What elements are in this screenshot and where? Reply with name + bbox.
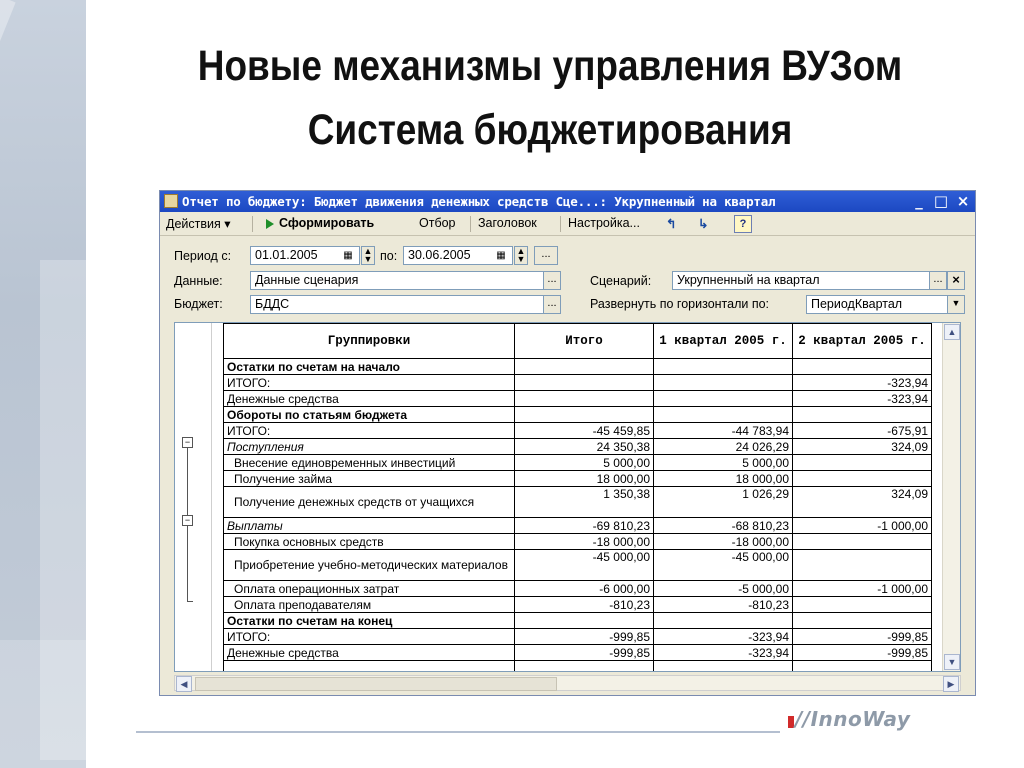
calendar-icon[interactable]: ▦ (496, 250, 506, 261)
toolbar-separator (560, 216, 561, 232)
row-name: ИТОГО: (224, 375, 515, 391)
row-total: -45 459,85 (515, 423, 654, 439)
data-field[interactable]: Данные сценария (250, 271, 544, 290)
row-q1: -5 000,00 (654, 581, 793, 597)
scenario-label: Сценарий: (590, 274, 652, 288)
header-q1: 1 квартал 2005 г. (654, 324, 793, 359)
row-q1: -44 783,94 (654, 423, 793, 439)
side-band-stripe (0, 640, 86, 768)
redo-icon[interactable]: ↳ (698, 217, 709, 231)
dropdown-arrow-icon[interactable]: ▼ (947, 295, 965, 314)
row-q1: -68 810,23 (654, 518, 793, 534)
row-q1: 5 000,00 (654, 455, 793, 471)
row-total: -45 000,00 (515, 550, 654, 581)
period-select-button[interactable]: ... (534, 246, 558, 265)
header-total: Итого (515, 324, 654, 359)
window-title: Отчет по бюджету: Бюджет движения денежных средств Сце...: Укрупненный на квартал (182, 194, 776, 209)
table-row[interactable] (224, 359, 932, 375)
row-total: -999,85 (515, 645, 654, 661)
data-select-button[interactable]: ... (543, 271, 561, 290)
row-q2 (793, 471, 932, 487)
row-q1 (654, 391, 793, 407)
row-name: Получение займа (224, 471, 515, 487)
logo-text: InnoWay (810, 707, 911, 731)
row-q1: -323,94 (654, 645, 793, 661)
row-q1: 1 026,29 (654, 487, 793, 518)
row-total: -69 810,23 (515, 518, 654, 534)
report-icon (164, 194, 178, 208)
help-button[interactable]: ? (734, 215, 752, 233)
row-total: -6 000,00 (515, 581, 654, 597)
row-name: Остатки по счетам на конец (224, 613, 515, 629)
row-q2 (793, 455, 932, 471)
header-groupings: Группировки (224, 324, 515, 359)
table-row[interactable] (224, 375, 932, 391)
table-row[interactable] (224, 629, 932, 645)
slide-title: Новые механизмы управления ВУЗом (197, 42, 903, 90)
row-q2: -323,94 (793, 391, 932, 407)
table-row[interactable] (224, 581, 932, 597)
row-name: Оплата операционных затрат (224, 581, 515, 597)
scroll-right-icon[interactable]: ▶ (943, 676, 959, 692)
empty-cell (654, 661, 793, 673)
row-name: Поступления (224, 439, 515, 455)
row-q1 (654, 375, 793, 391)
table-row[interactable] (224, 423, 932, 439)
row-q1 (654, 613, 793, 629)
slide-subtitle: Система бюджетирования (307, 106, 793, 154)
row-total: 1 350,38 (515, 487, 654, 518)
row-q2: 324,09 (793, 439, 932, 455)
row-q2: -675,91 (793, 423, 932, 439)
row-q2 (793, 359, 932, 375)
window-titlebar[interactable] (160, 191, 975, 212)
expand-select[interactable]: ПериодКвартал (806, 295, 948, 314)
table-row[interactable] (224, 613, 932, 629)
empty-row (224, 661, 932, 673)
collapse-icon[interactable]: − (182, 437, 193, 448)
row-q1 (654, 359, 793, 375)
row-q1: 18 000,00 (654, 471, 793, 487)
report-window (159, 190, 976, 696)
row-total (515, 375, 654, 391)
report-table (223, 323, 932, 672)
filter-button[interactable]: Отбор (419, 216, 456, 230)
table-row[interactable] (224, 439, 932, 455)
row-q2 (793, 597, 932, 613)
period-from-label: Период с: (174, 249, 232, 263)
row-total: -999,85 (515, 629, 654, 645)
calendar-icon[interactable]: ▦ (343, 250, 353, 261)
row-name: Внесение единовременных инвестиций (224, 455, 515, 471)
row-q2 (793, 613, 932, 629)
period-from-field[interactable]: 01.01.2005 (250, 246, 360, 265)
table-row[interactable] (224, 487, 932, 518)
row-q2 (793, 407, 932, 423)
logo-mark-icon (788, 716, 794, 728)
vertical-scrollbar[interactable] (942, 323, 960, 671)
row-total (515, 613, 654, 629)
logo-slashes-icon: // (795, 707, 811, 731)
budget-label: Бюджет: (174, 297, 223, 311)
row-name: ИТОГО: (224, 423, 515, 439)
row-name: Покупка основных средств (224, 534, 515, 550)
innoway-logo (788, 707, 910, 731)
row-q1 (654, 407, 793, 423)
row-name: Обороты по статьям бюджета (224, 407, 515, 423)
row-q2 (793, 534, 932, 550)
table-row[interactable] (224, 550, 932, 581)
row-q2: -999,85 (793, 645, 932, 661)
row-name: Приобретение учебно-методических материалов (224, 550, 515, 581)
budget-select-button[interactable]: ... (543, 295, 561, 314)
row-q1: -45 000,00 (654, 550, 793, 581)
period-to-label: по: (380, 249, 398, 263)
row-name: Денежные средства (224, 391, 515, 407)
row-total: -810,23 (515, 597, 654, 613)
row-total: -18 000,00 (515, 534, 654, 550)
generate-button[interactable] (266, 216, 374, 230)
tree-line (187, 601, 193, 602)
row-name: Выплаты (224, 518, 515, 534)
row-total (515, 391, 654, 407)
header-q2: 2 квартал 2005 г. (793, 324, 932, 359)
report-grid (174, 322, 961, 672)
scroll-up-icon[interactable]: ▲ (944, 324, 960, 340)
scroll-thumb[interactable] (195, 677, 557, 691)
spin-icon[interactable]: ▲ ▼ (514, 246, 528, 265)
scroll-down-icon[interactable]: ▼ (944, 654, 960, 670)
row-total: 18 000,00 (515, 471, 654, 487)
table-row[interactable] (224, 391, 932, 407)
row-q2: 324,09 (793, 487, 932, 518)
undo-icon[interactable]: ↰ (666, 217, 677, 231)
row-name: Оплата преподавателям (224, 597, 515, 613)
toolbar-separator (470, 216, 471, 232)
table-row[interactable] (224, 597, 932, 613)
table-row[interactable] (224, 534, 932, 550)
row-name: Остатки по счетам на начало (224, 359, 515, 375)
expand-label: Развернуть по горизонтали по: (590, 297, 770, 311)
toolbar (160, 213, 975, 236)
header-button[interactable]: Заголовок (478, 216, 537, 230)
decorative-side-band (0, 0, 86, 768)
footer-divider (136, 731, 780, 733)
row-total (515, 359, 654, 375)
data-label: Данные: (174, 274, 223, 288)
grouping-gutter (175, 323, 212, 671)
settings-button[interactable]: Настройка... (568, 216, 640, 230)
row-q2: -323,94 (793, 375, 932, 391)
scenario-select-button[interactable]: ... (929, 271, 947, 290)
row-q2: -1 000,00 (793, 518, 932, 534)
minimize-button[interactable]: _ (915, 192, 923, 210)
scenario-clear-button[interactable]: × (947, 271, 965, 290)
table-row[interactable] (224, 645, 932, 661)
row-q1: -810,23 (654, 597, 793, 613)
scenario-field[interactable]: Укрупненный на квартал (672, 271, 930, 290)
horizontal-scrollbar[interactable] (174, 675, 961, 691)
row-q2 (793, 550, 932, 581)
row-q1: 24 026,29 (654, 439, 793, 455)
empty-cell (793, 661, 932, 673)
collapse-icon[interactable]: − (182, 515, 193, 526)
row-name: Получение денежных средств от учащихся (224, 487, 515, 518)
period-to-field[interactable]: 30.06.2005 (403, 246, 513, 265)
table-row[interactable] (224, 455, 932, 471)
empty-cell (515, 661, 654, 673)
scroll-left-icon[interactable]: ◀ (176, 676, 192, 692)
budget-field[interactable]: БДДС (250, 295, 544, 314)
row-q2: -999,85 (793, 629, 932, 645)
generate-label: Сформировать (279, 216, 375, 230)
row-q2: -1 000,00 (793, 581, 932, 597)
row-total (515, 407, 654, 423)
spin-icon[interactable]: ▲ ▼ (361, 246, 375, 265)
table-row[interactable] (224, 471, 932, 487)
row-q1: -323,94 (654, 629, 793, 645)
close-button[interactable]: × (956, 192, 970, 210)
table-row[interactable] (224, 407, 932, 423)
play-icon (266, 219, 274, 229)
row-total: 24 350,38 (515, 439, 654, 455)
row-name: Денежные средства (224, 645, 515, 661)
row-name: ИТОГО: (224, 629, 515, 645)
table-row[interactable] (224, 518, 932, 534)
row-total: 5 000,00 (515, 455, 654, 471)
maximize-button[interactable]: □ (933, 192, 949, 210)
actions-menu[interactable]: Действия ▾ (166, 217, 231, 231)
empty-cell (224, 661, 515, 673)
toolbar-separator (252, 216, 253, 232)
row-q1: -18 000,00 (654, 534, 793, 550)
